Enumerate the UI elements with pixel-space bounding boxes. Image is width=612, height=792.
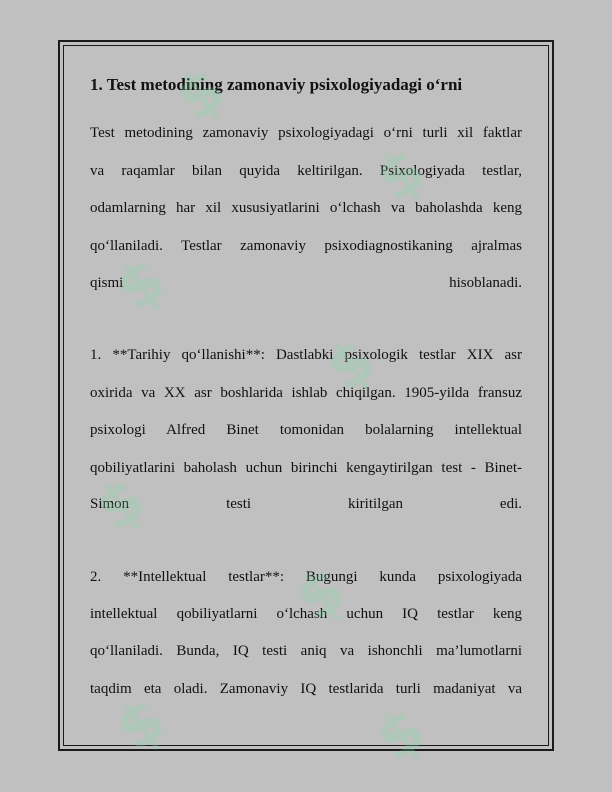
text-line: qo‘llaniladi. Bunda, IQ testi aniq va ishonchli ma’lumotlarni <box>90 643 522 659</box>
text-line: 1. **Tarihiy qo‘llanishi**: Dastlabki psixologik testlar XIX asr <box>90 347 522 363</box>
watermark-logo: $ <box>83 464 159 546</box>
watermark-logo: $ <box>313 324 389 406</box>
section-title: 1. Test metodining zamonaviy psixologiyadagi o‘rni <box>90 75 463 94</box>
text-line: psixologi Alfred Binet tomonidan bolalarning intellektual <box>90 422 522 438</box>
text-line: Simon testi kiritilgan edi. <box>90 496 522 512</box>
text-line: taqdim eta oladi. Zamonaviy IQ testlarida turli madaniyat va <box>90 681 522 697</box>
text-line: qobiliyatlarini baholash uchun birinchi kengaytirilgan test - Binet- <box>90 460 522 476</box>
watermark-logo: $ <box>363 694 439 776</box>
watermark-logo: $ <box>163 54 239 136</box>
text-line: intellektual qobiliyatlarni o‘lchash uchun IQ testlar keng <box>90 606 522 622</box>
text-line: qo‘llaniladi. Testlar zamonaviy psixodiagnostikaning ajralmas <box>90 238 522 254</box>
text-line: va raqamlar bilan quyida keltirilgan. Psixologiyada testlar, <box>90 163 522 179</box>
text-line: 2. **Intellektual testlar**: Bugungi kunda psixologiyada <box>90 569 522 585</box>
watermark-logo: $ <box>103 244 179 326</box>
text-line: qismi hisoblanadi. <box>90 275 522 291</box>
watermark-logo: $ <box>103 684 179 766</box>
text-line: Test metodining zamonaviy psixologiyadagi o‘rni turli xil faktlar <box>90 125 522 141</box>
text-line: odamlarning har xil xususiyatlarini o‘lchash va baholashda keng <box>90 200 522 216</box>
watermark-logo: $ <box>283 554 359 636</box>
text-line: oxirida va XX asr boshlarida ishlab chiqilgan. 1905-yilda fransuz <box>90 385 522 401</box>
watermark-logo: $ <box>363 134 439 216</box>
